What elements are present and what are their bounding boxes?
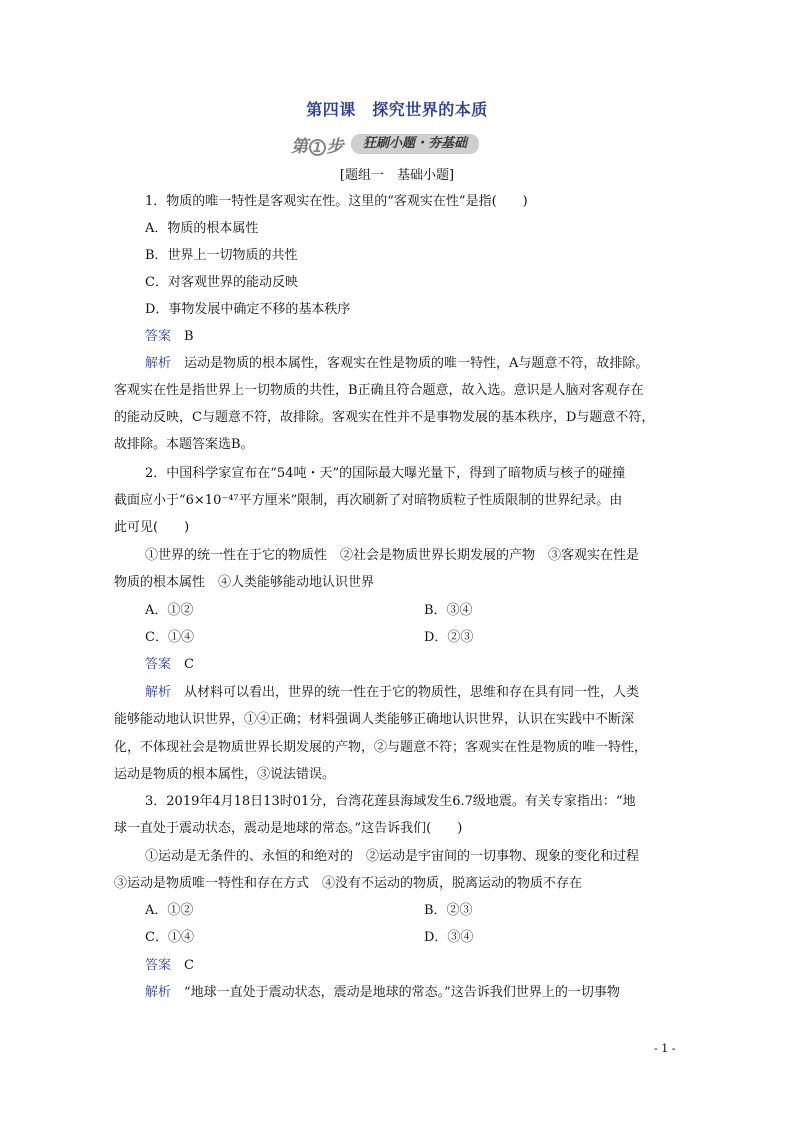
page-number: - 1 -	[654, 1042, 676, 1055]
analysis-label: 解析	[145, 985, 172, 1000]
q1-analysis-line-3: 的能动反映，C与题意不符，故排除。客观实在性并不是事物发展的基本秩序，D与题意不符，	[114, 410, 655, 425]
question-2-stem-line-3: 此可见( )	[114, 520, 190, 535]
q1-answer-value: B	[184, 329, 194, 344]
step-tag: 狂刷小题・夯基础	[351, 134, 479, 154]
q2-option-a: A．①②	[145, 603, 194, 618]
step-banner	[291, 134, 479, 157]
q1-option-a: A．物质的根本属性	[145, 221, 259, 236]
q1-option-d: D．事物发展中确定不移的基本秩序	[145, 302, 351, 317]
q3-option-d: D．③④	[424, 930, 474, 945]
q1-option-c: C．对客观世界的能动反映	[145, 275, 298, 290]
analysis-label: 解析	[145, 685, 172, 700]
q3-answer	[145, 957, 194, 975]
q3-option-a: A．①②	[145, 903, 194, 918]
step-prefix: 第	[291, 136, 308, 157]
q1-analysis-line-2: 客观实在性是指世界上一切物质的共性，B正确且符合题意，故入选。意识是人脑对客观存在	[114, 383, 644, 398]
q1-analysis-text: 运动是物质的根本属性，客观实在性是物质的唯一特性，A与题意不符，故排除。	[184, 356, 649, 371]
q2-analysis-line-2: 能够能动地认识世界，①④正确；材料强调人类能够正确地认识世界，认识在实践中不断深	[114, 712, 635, 727]
q3-option-c: C．①④	[145, 930, 194, 945]
question-1-stem: 1．物质的唯一特性是客观实在性。这里的“客观实在性”是指( )	[145, 194, 528, 209]
q3-answer-value: C	[184, 958, 194, 973]
q3-option-b: B．②③	[424, 903, 473, 918]
answer-label: 答案	[145, 958, 172, 973]
answer-label: 答案	[145, 657, 172, 672]
question-3-stem-line-1: 3．2019年4月18日13时01分，台湾花莲县海域发生6.7级地震。有关专家指出：“地	[145, 794, 636, 809]
q1-answer	[145, 328, 194, 346]
q2-option-d: D．②③	[424, 630, 474, 645]
q2-answer	[145, 656, 194, 674]
step-label	[291, 132, 343, 157]
q2-statements-line-2: 物质的根本属性 ④人类能够能动地认识世界	[114, 575, 375, 590]
q2-option-c: C．①④	[145, 630, 194, 645]
q2-option-b: B．③④	[424, 603, 473, 618]
q2-analysis-line-1	[145, 684, 639, 702]
q3-statements-line-1: ①运动是无条件的、永恒的和绝对的 ②运动是宇宙间的一切事物、现象的变化和过程	[145, 849, 640, 864]
section-subtitle: [题组一 基础小题]	[339, 168, 455, 183]
q3-analysis-line-1	[145, 984, 620, 1002]
analysis-label: 解析	[145, 356, 172, 371]
question-3-stem-line-2: 球一直处于震动状态，震动是地球的常态。”这告诉我们( )	[114, 821, 463, 836]
question-2-stem-line-1: 2．中国科学家宣布在“54吨・天”的国际最大曝光量下，得到了暗物质与核子的碰撞	[145, 466, 626, 481]
step-number-circle-icon: 1	[309, 139, 326, 156]
page-title: 第四课 探究世界的本质	[306, 100, 488, 119]
q2-analysis-line-3: 化，不体现社会是物质世界长期发展的产物，②与题意不符；客观实在性是物质的唯一特性，	[114, 740, 648, 755]
q2-analysis-line-4: 运动是物质的根本属性，③说法错误。	[114, 767, 336, 782]
q2-statements-line-1: ①世界的统一性在于它的物质性 ②社会是物质世界长期发展的产物 ③客观实在性是	[145, 548, 640, 563]
step-suffix: 步	[326, 136, 343, 157]
q2-answer-value: C	[184, 657, 194, 672]
q1-analysis-line-1	[145, 355, 648, 373]
answer-label: 答案	[145, 329, 172, 344]
question-2-stem-line-2: 截面应小于“6×10⁻⁴⁷平方厘米”限制，再次刷新了对暗物质粒子性质限制的世界纪录。由	[114, 493, 623, 508]
q2-analysis-text: 从材料可以看出，世界的统一性在于它的物质性，思维和存在具有同一性，人类	[184, 685, 640, 700]
q1-analysis-line-4: 故排除。本题答案选B。	[114, 437, 254, 452]
q3-statements-line-2: ③运动是物质唯一特性和存在方式 ④没有不运动的物质，脱离运动的物质不存在	[114, 876, 583, 891]
q1-option-b: B．世界上一切物质的共性	[145, 248, 298, 263]
q3-analysis-text: “地球一直处于震动状态，震动是地球的常态。”这告诉我们世界上的一切事物	[184, 985, 620, 1000]
